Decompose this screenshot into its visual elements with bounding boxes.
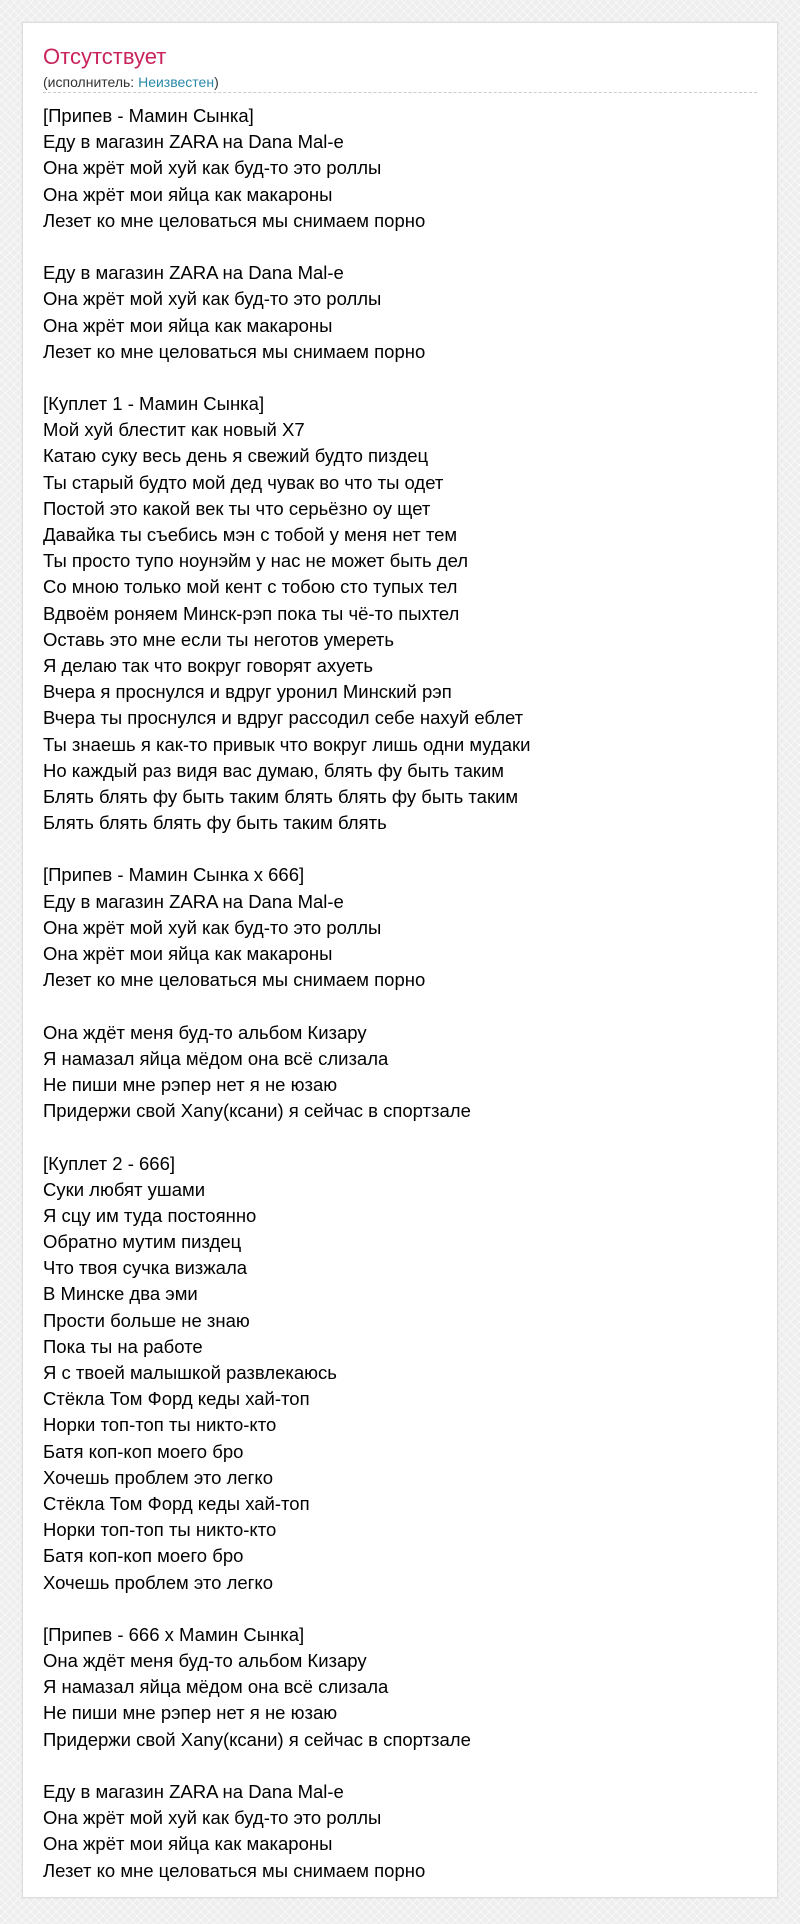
lyric-line: Еду в магазин ZARA на Dana Mal-e [43,890,344,912]
lyric-blank-line [43,234,757,260]
lyric-line: Она жрёт мои яйца как макароны [43,183,333,205]
lyric-blank-line [43,1753,757,1779]
lyric-line: Она жрёт мой хуй как буд-то это роллы [43,1807,382,1829]
lyric-blank-line [43,365,757,391]
lyric-line: Лезет ко мне целоваться мы снимаем порно [43,969,426,991]
lyric-line: Стёкла Том Форд кеды хай-топ [43,1388,310,1410]
lyric-line: Вчера ты проснулся и вдруг рассодил себе нахуй еблет [43,707,524,729]
lyric-line: Она жрёт мои яйца как макароны [43,314,333,336]
lyric-blank-line [43,993,757,1019]
lyric-line: [Припев - Мамин Сынка] [43,105,254,126]
lyric-blank-line [43,836,757,862]
lyric-line: Я намазал яйца мёдом она всё слизала [43,1676,389,1698]
song-title: Отсутствует [43,44,167,69]
lyric-line: Я с твоей малышкой развлекаюсь [43,1362,337,1383]
lyric-line: Я намазал яйца мёдом она всё слизала [43,1047,389,1069]
lyric-line: Оставь это мне если ты неготов умереть [43,628,394,650]
lyric-line: Хочешь проблем это легко [43,1466,274,1488]
lyric-line: Давайка ты съебись мэн с тобой у меня нет тем [43,524,458,545]
lyric-line: Еду в магазин ZARA на Dana Mal-e [43,1781,344,1802]
lyric-line: Лезет ко мне целоваться мы снимаем порно [43,1859,426,1881]
lyric-line: Ты знаешь я как-то привык что вокруг лишь одни мудаки [43,733,531,755]
lyric-line: Не пиши мне рэпер нет я не юзаю [43,1702,338,1724]
lyric-line: Еду в магазин ZARA на Dana Mal-e [43,262,344,284]
lyric-line: Мой хуй блестит как новый Х7 [43,419,305,441]
lyric-line: Катаю суку весь день я свежий будто пиздец [43,445,429,467]
artist-line [43,73,219,91]
lyric-line: Придержи свой Xany(ксани) я сейчас в спортзале [43,1728,471,1750]
lyric-line: Вчера я проснулся и вдруг уронил Минский рэп [43,681,452,703]
lyric-line: Что твоя сучка визжала [43,1257,248,1279]
lyric-line: Я делаю так что вокруг говорят ахуеть [43,654,374,676]
lyric-line: Батя коп-коп моего бро [43,1440,244,1462]
artist-link[interactable]: Неизвестен [138,74,215,90]
lyric-line: [Припев - Мамин Сынка x 666] [43,864,305,886]
lyric-line: Вдвоём роняем Минск-рэп пока ты чё-то пыхтел [43,602,460,624]
artist-prefix: (исполнитель: [43,74,139,90]
lyric-line: Норки топ-топ ты никто-кто [43,1414,277,1436]
lyric-line: Она ждёт меня буд-то альбом Кизару [43,1650,367,1672]
lyric-line: Я сцу им туда постоянно [43,1204,257,1226]
lyric-line: В Минске два эми [43,1283,198,1305]
lyric-line: Блять блять блять фу быть таким блять [43,812,387,834]
lyric-line: Она ждёт меня буд-то альбом Кизару [43,1021,367,1043]
lyric-line: Хочешь проблем это легко [43,1571,274,1593]
lyric-line: Она жрёт мой хуй как буд-то это роллы [43,157,382,179]
lyric-line: Стёкла Том Форд кеды хай-топ [43,1492,310,1514]
lyric-line: Она жрёт мои яйца как макароны [43,943,333,964]
lyric-line: Лезет ко мне целоваться мы снимаем порно [43,340,426,362]
lyric-line: Еду в магазин ZARA на Dana Mal-e [43,131,344,153]
lyrics-text [43,103,757,1884]
lyric-line: Она жрёт мои яйца как макароны [43,1833,333,1855]
lyric-line: Ты старый будто мой дед чувак во что ты одет [43,471,444,493]
lyric-line: Постой это какой век ты что серьёзно оу щет [43,497,431,519]
lyric-line: Прости больше не знаю [43,1309,250,1331]
lyric-line: Но каждый раз видя вас думаю, блять фу быть таким [43,759,505,781]
lyric-line: Норки топ-топ ты никто-кто [43,1519,277,1541]
song-header [43,43,757,93]
lyric-line: [Припев - 666 x Мамин Сынка] [43,1623,305,1645]
lyric-line: Лезет ко мне целоваться мы снимаем порно [43,209,426,231]
lyric-line: Блять блять фу быть таким блять блять фу быть таким [43,785,519,807]
lyric-line: Со мною только мой кент с тобою сто тупых тел [43,576,458,598]
lyric-line: [Куплет 1 - Мамин Сынка] [43,393,265,415]
lyric-blank-line [43,1124,757,1150]
artist-suffix: ) [214,74,219,90]
lyric-line: Пока ты на работе [43,1335,203,1357]
lyric-line: Не пиши мне рэпер нет я не юзаю [43,1073,338,1095]
lyric-line: Она жрёт мой хуй как буд-то это роллы [43,916,382,938]
lyric-line: Батя коп-коп моего бро [43,1545,244,1567]
lyric-line: Она жрёт мой хуй как буд-то это роллы [43,288,382,310]
lyrics-card [22,22,778,1898]
lyric-line: Суки любят ушами [43,1178,206,1200]
lyric-line: [Куплет 2 - 666] [43,1152,176,1174]
lyric-line: Обратно мутим пиздец [43,1231,242,1253]
lyric-blank-line [43,1596,757,1622]
lyric-line: Придержи свой Xany(ксани) я сейчас в спортзале [43,1100,471,1122]
lyric-line: Ты просто тупо ноунэйм у нас не может быть дел [43,550,469,572]
